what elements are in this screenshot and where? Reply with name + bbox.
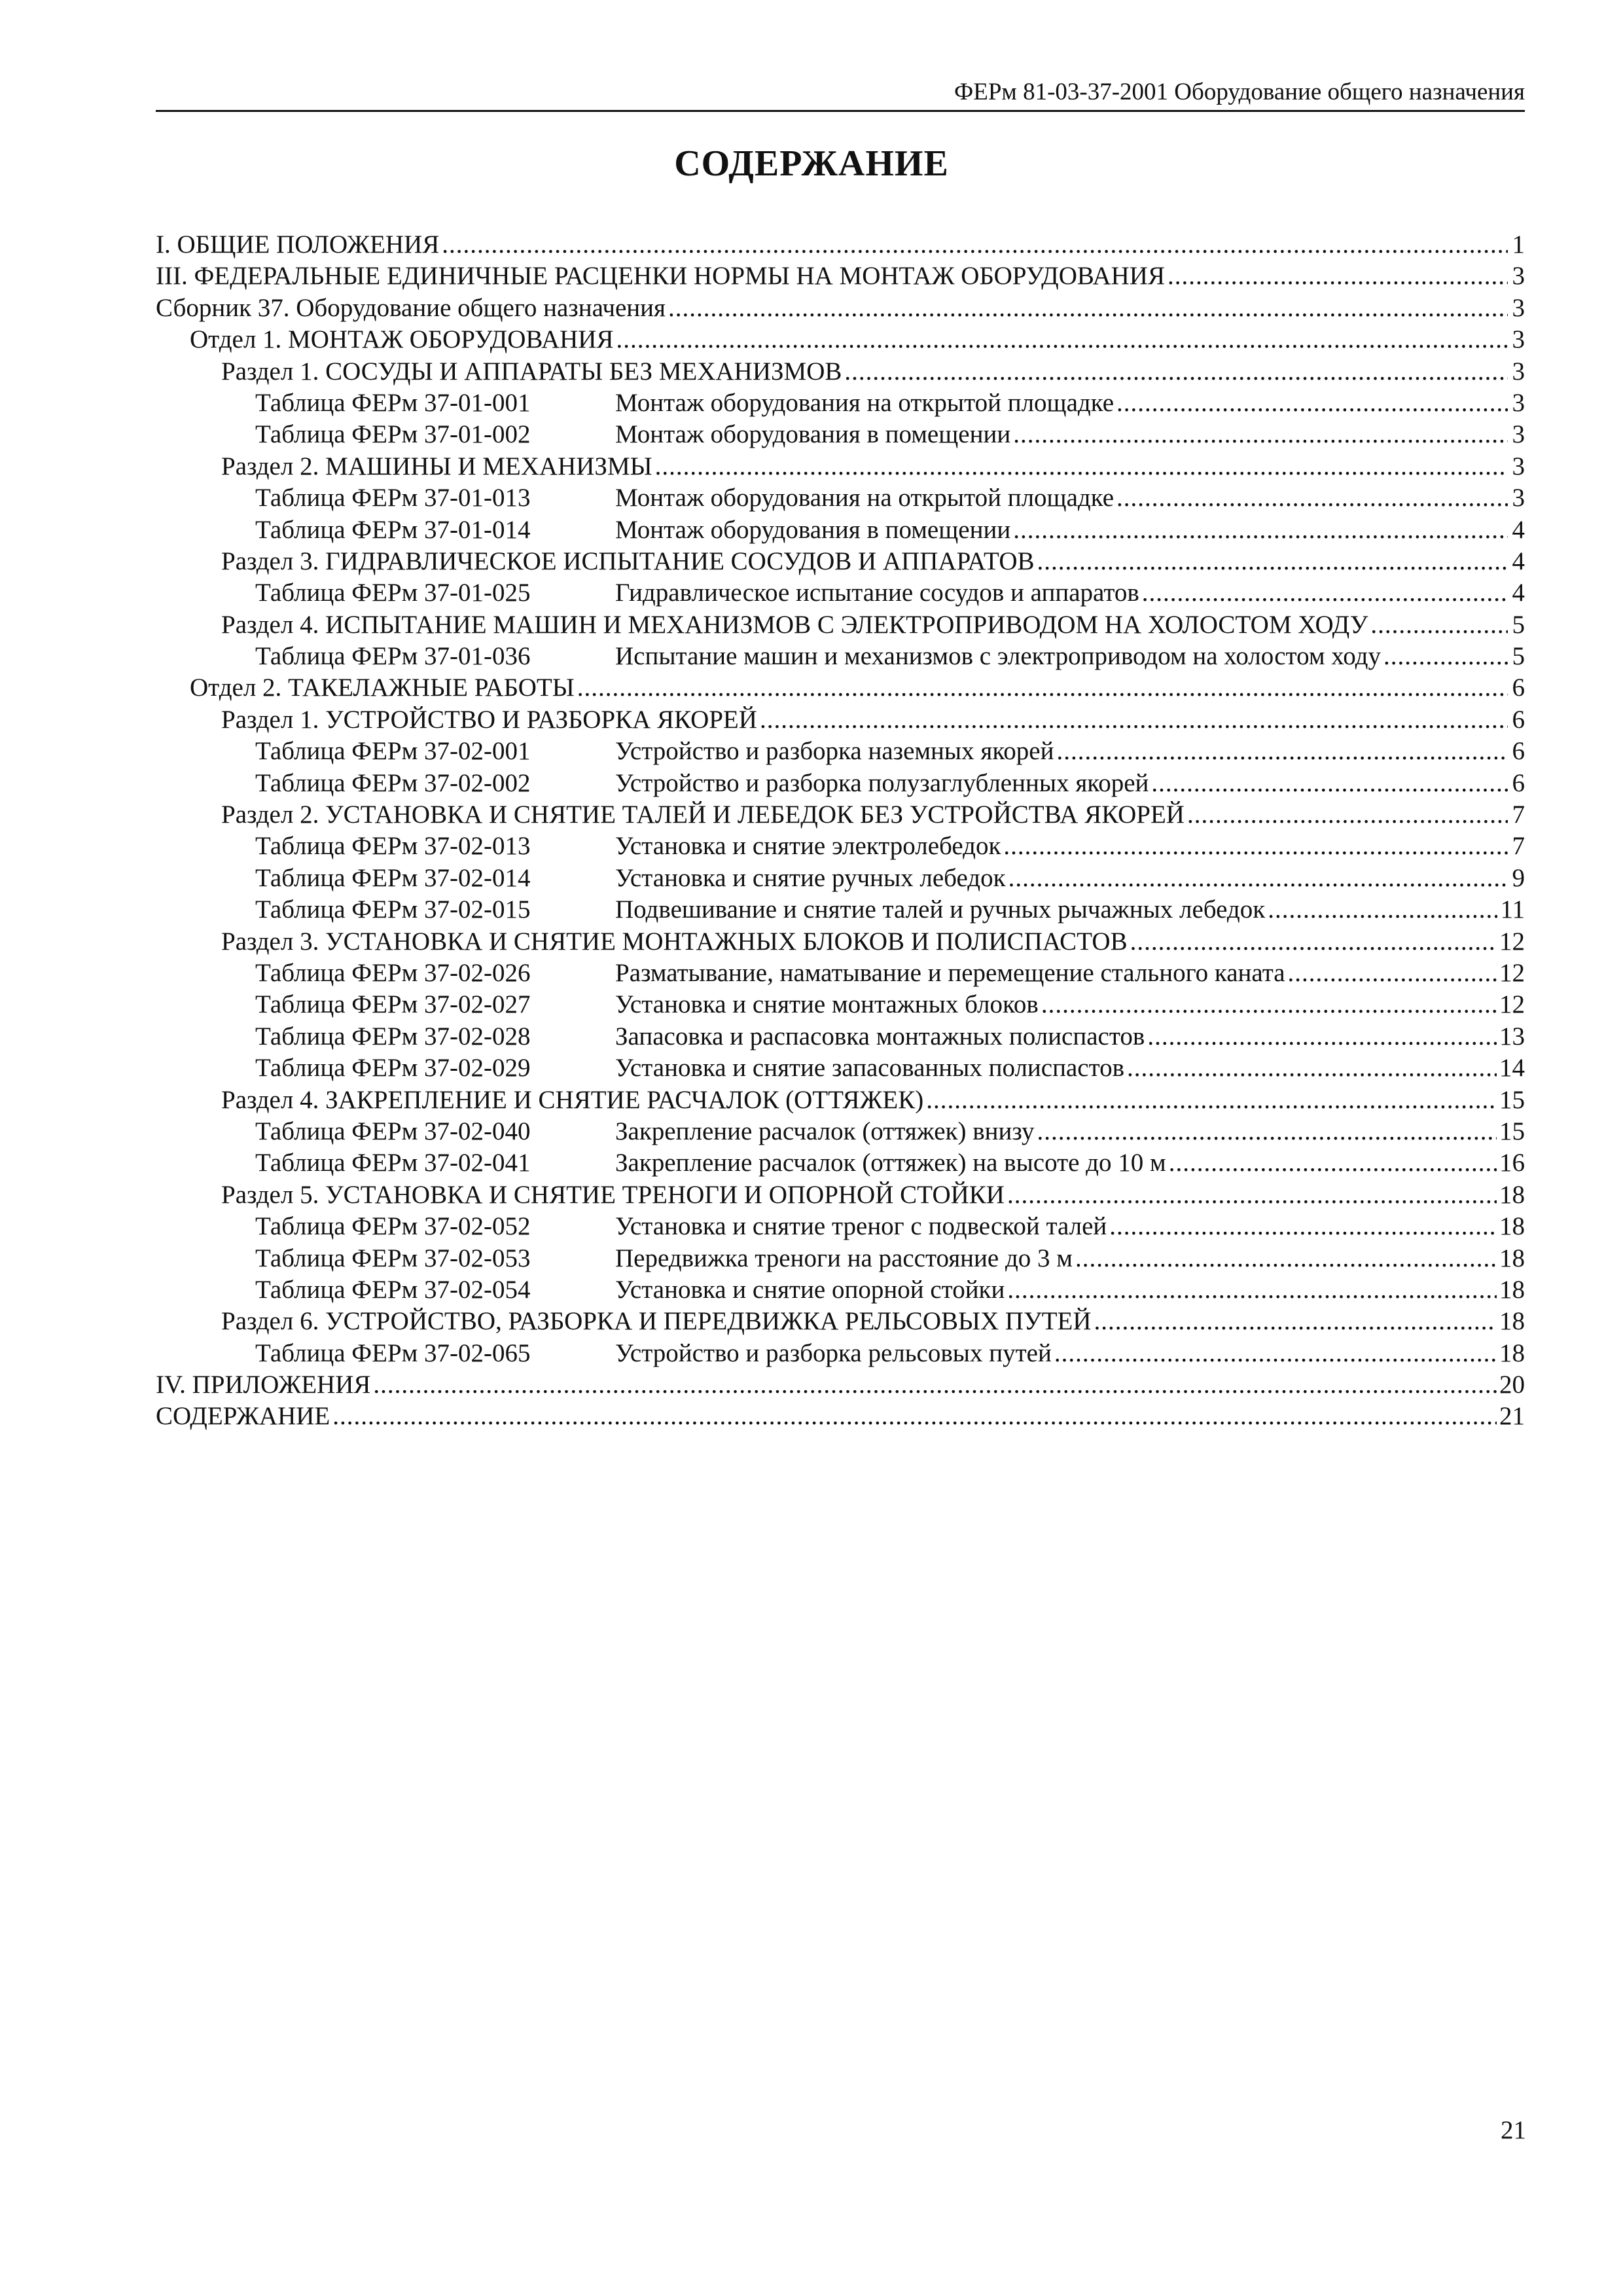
toc-entry[interactable] [156,958,1525,989]
toc-entry-page: 3 [1512,293,1525,322]
toc-entry-label: Раздел 2. УСТАНОВКА И СНЯТИЕ ТАЛЕЙ И ЛЕБЕДОК БЕЗ УСТРОЙСТВА ЯКОРЕЙ [221,800,1185,829]
toc-entry-label: Устройство и разборка рельсовых путей [615,1338,1052,1367]
toc-entry-page: 12 [1499,990,1525,1019]
toc-entry-page: 3 [1512,325,1525,354]
toc-entry-code: Таблица ФЕРм 37-02-026 [255,958,531,987]
dot-leader [1056,736,1508,767]
toc-entry-code: Таблица ФЕРм 37-01-002 [255,420,531,449]
toc-entry-page: 4 [1512,515,1525,544]
toc-entry-page: 4 [1512,547,1525,575]
toc-entry-page: 3 [1512,262,1525,291]
toc-entry-label: Установка и снятие электролебедок [615,832,1001,861]
toc-entry[interactable] [156,229,1525,260]
toc-entry-page: 16 [1499,1149,1525,1177]
dot-leader [1127,1052,1497,1084]
toc-entry-label: Раздел 1. СОСУДЫ И АППАРАТЫ БЕЗ МЕХАНИЗМОВ [221,357,842,386]
dot-leader [844,356,1508,387]
toc-entry-label: Закрепление расчалок (оттяжек) внизу [615,1117,1035,1145]
toc-entry[interactable] [156,514,1525,546]
toc-entry-code: Таблица ФЕРм 37-01-025 [255,579,531,607]
toc-entry-label: Монтаж оборудования на открытой площадке [615,388,1115,417]
dot-leader [1288,958,1497,989]
toc-entry-code: Таблица ФЕРм 37-02-014 [255,863,531,892]
toc-entry-label: Монтаж оборудования на открытой площадке [615,484,1115,512]
toc-entry-code: Таблица ФЕРм 37-01-013 [255,484,531,512]
toc-entry[interactable] [156,260,1525,292]
toc-entry[interactable] [156,356,1525,387]
toc-entry[interactable] [156,989,1525,1020]
toc-entry-code: Таблица ФЕРм 37-01-036 [255,642,531,671]
dot-leader [616,324,1508,355]
toc-entry-page: 18 [1499,1212,1525,1241]
toc-entry-page: 6 [1512,705,1525,734]
toc-entry-label: Разматывание, наматывание и перемещение стального каната [615,958,1285,987]
dot-leader [1054,1338,1497,1369]
toc-entry-code: Таблица ФЕРм 37-02-015 [255,895,531,924]
dot-leader [332,1401,1497,1432]
header-title: ФЕРм 81-03-37-2001 Оборудование общего назначения [954,79,1525,105]
toc-entry-page: 15 [1499,1085,1525,1114]
toc-entry[interactable] [156,863,1525,894]
dot-leader [1007,1179,1497,1211]
toc-entry-label: СОДЕРЖАНИЕ [156,1402,330,1431]
dot-leader [1370,609,1508,641]
toc-entry[interactable] [156,1116,1525,1147]
toc-entry-label: Сборник 37. Оборудование общего назначения [156,293,666,322]
toc-entry[interactable] [156,387,1525,419]
dot-leader [1013,514,1508,546]
dot-leader [1147,1021,1497,1052]
dot-leader [442,229,1508,260]
dot-leader [1130,926,1497,958]
toc-entry-code: Таблица ФЕРм 37-02-027 [255,990,531,1019]
toc-entry[interactable] [156,799,1525,831]
dot-leader [1151,768,1508,799]
toc-entry-page: 3 [1512,357,1525,386]
toc-entry-label: Установка и снятие опорной стойки [615,1275,1005,1304]
toc-entry-page: 14 [1499,1054,1525,1083]
toc-entry[interactable] [156,451,1525,482]
toc-entry-label: Раздел 6. УСТРОЙСТВО, РАЗБОРКА И ПЕРЕДВИЖКА РЕЛЬСОВЫХ ПУТЕЙ [221,1307,1092,1336]
dot-leader [373,1369,1497,1401]
page-title: СОДЕРЖАНИЕ [674,143,949,184]
dot-leader [1383,641,1508,672]
toc-entry-page: 9 [1512,863,1525,892]
toc-entry-label: Гидравлическое испытание сосудов и аппаратов [615,579,1139,607]
toc-entry-label: Раздел 4. ЗАКРЕПЛЕНИЕ И СНЯТИЕ РАСЧАЛОК (ОТТЯЖЕК) [221,1085,924,1114]
toc-entry[interactable] [156,1243,1525,1274]
toc-entry[interactable] [156,1052,1525,1084]
toc-entry-label: Установка и снятие запасованных полиспастов [615,1054,1125,1083]
toc-entry[interactable] [156,831,1525,862]
toc-entry[interactable] [156,419,1525,450]
dot-leader [1109,1211,1497,1242]
toc-entry[interactable] [156,609,1525,641]
dot-leader [1142,577,1508,609]
toc-entry[interactable] [156,482,1525,514]
toc-entry[interactable] [156,1211,1525,1242]
page-number: 21 [1501,2116,1526,2144]
toc-entry[interactable] [156,641,1525,672]
toc-entry-label: Установка и снятие треног с подвеской талей [615,1212,1107,1241]
toc-entry-label: Устройство и разборка полузаглубленных якорей [615,768,1149,797]
running-header [156,71,1525,112]
toc-entry-page: 11 [1500,895,1525,924]
toc-entry[interactable] [156,324,1525,355]
toc-entry[interactable] [156,704,1525,736]
toc-entry-code: Таблица ФЕРм 37-02-013 [255,832,531,861]
dot-leader [1008,863,1508,894]
toc-entry-page: 4 [1512,579,1525,607]
toc-entry[interactable] [156,1147,1525,1179]
toc-entry-page: 1 [1512,230,1525,259]
toc-entry-code: Таблица ФЕРм 37-02-029 [255,1054,531,1083]
toc-entry[interactable] [156,577,1525,609]
toc-entry-label: Закрепление расчалок (оттяжек) на высоте до 10 м [615,1149,1166,1177]
toc-entry-code: Таблица ФЕРм 37-02-041 [255,1149,531,1177]
toc-entry-page: 5 [1512,610,1525,639]
toc-entry-code: Таблица ФЕРм 37-02-028 [255,1022,531,1050]
toc-entry[interactable] [156,768,1525,799]
toc-entry-label: III. ФЕДЕРАЛЬНЫЕ ЕДИНИЧНЫЕ РАСЦЕНКИ НОРМЫ НА МОНТАЖ ОБОРУДОВАНИЯ [156,262,1165,291]
toc-entry-label: Монтаж оборудования в помещении [615,515,1011,544]
toc-entry-label: Раздел 5. УСТАНОВКА И СНЯТИЕ ТРЕНОГИ И ОПОРНОЙ СТОЙКИ [221,1180,1005,1209]
toc-entry-page: 6 [1512,768,1525,797]
toc-entry-code: Таблица ФЕРм 37-01-014 [255,515,531,544]
table-of-contents [156,229,1525,1433]
dot-leader [1116,482,1508,514]
dot-leader [655,451,1508,482]
toc-entry-label: Раздел 3. ГИДРАВЛИЧЕСКОЕ ИСПЫТАНИЕ СОСУДОВ И АППАРАТОВ [221,547,1035,575]
toc-entry-page: 3 [1512,484,1525,512]
dot-leader [926,1085,1497,1116]
toc-entry-page: 5 [1512,642,1525,671]
toc-entry-label: Отдел 1. МОНТАЖ ОБОРУДОВАНИЯ [190,325,614,354]
toc-entry-page: 6 [1512,737,1525,766]
dot-leader [668,293,1508,324]
toc-entry-page: 18 [1499,1307,1525,1336]
toc-entry-label: Установка и снятие монтажных блоков [615,990,1039,1019]
toc-entry-label: Раздел 2. МАШИНЫ И МЕХАНИЗМЫ [221,452,652,480]
toc-entry-label: I. ОБЩИЕ ПОЛОЖЕНИЯ [156,230,440,259]
toc-entry-page: 3 [1512,388,1525,417]
dot-leader [1094,1306,1497,1337]
toc-entry-label: Монтаж оборудования в помещении [615,420,1011,449]
dot-leader [577,672,1508,704]
toc-entry-label: Отдел 2. ТАКЕЛАЖНЫЕ РАБОТЫ [190,673,575,702]
toc-entry-code: Таблица ФЕРм 37-01-001 [255,388,531,417]
toc-entry-label: IV. ПРИЛОЖЕНИЯ [156,1371,371,1399]
toc-entry[interactable] [156,1179,1525,1211]
toc-entry-label: Раздел 3. УСТАНОВКА И СНЯТИЕ МОНТАЖНЫХ БЛОКОВ И ПОЛИСПАСТОВ [221,927,1128,956]
toc-entry-label: Передвижка треноги на расстояние до 3 м [615,1244,1073,1272]
dot-leader [1037,1116,1497,1147]
toc-entry[interactable] [156,894,1525,925]
toc-entry[interactable] [156,736,1525,767]
toc-entry-label: Устройство и разборка наземных якорей [615,737,1054,766]
toc-entry-code: Таблица ФЕРм 37-02-053 [255,1244,531,1272]
toc-entry[interactable] [156,546,1525,577]
toc-entry-page: 20 [1499,1371,1525,1399]
dot-leader [1116,387,1508,419]
toc-entry[interactable] [156,672,1525,704]
toc-entry[interactable] [156,293,1525,324]
dot-leader [1007,1274,1497,1306]
toc-entry-code: Таблица ФЕРм 37-02-002 [255,768,531,797]
toc-entry[interactable] [156,1085,1525,1116]
toc-entry-page: 18 [1499,1180,1525,1209]
toc-entry-page: 3 [1512,420,1525,449]
toc-entry-label: Подвешивание и снятие талей и ручных рычажных лебедок [615,895,1266,924]
toc-entry[interactable] [156,1274,1525,1306]
toc-entry-page: 7 [1512,832,1525,861]
toc-entry-page: 18 [1499,1244,1525,1272]
toc-entry[interactable] [156,1338,1525,1369]
toc-entry-page: 7 [1512,800,1525,829]
toc-entry-label: Раздел 1. УСТРОЙСТВО И РАЗБОРКА ЯКОРЕЙ [221,705,757,734]
dot-leader [1041,989,1497,1020]
dot-leader [1168,260,1508,292]
toc-entry-page: 12 [1499,927,1525,956]
dot-leader [1013,419,1508,450]
toc-entry-page: 18 [1499,1275,1525,1304]
toc-entry[interactable] [156,1021,1525,1052]
toc-entry-label: Запасовка и распасовка монтажных полиспастов [615,1022,1145,1050]
toc-entry[interactable] [156,926,1525,958]
dot-leader [1187,799,1508,831]
toc-entry[interactable] [156,1401,1525,1432]
toc-entry-code: Таблица ФЕРм 37-02-052 [255,1212,531,1241]
toc-entry-code: Таблица ФЕРм 37-02-040 [255,1117,531,1145]
dot-leader [1169,1147,1497,1179]
toc-entry[interactable] [156,1306,1525,1337]
toc-entry-page: 6 [1512,673,1525,702]
dot-leader [760,704,1508,736]
toc-entry-code: Таблица ФЕРм 37-02-065 [255,1338,531,1367]
toc-entry-page: 18 [1499,1338,1525,1367]
toc-entry-code: Таблица ФЕРм 37-02-054 [255,1275,531,1304]
dot-leader [1075,1243,1497,1274]
dot-leader [1268,894,1497,925]
toc-entry-label: Раздел 4. ИСПЫТАНИЕ МАШИН И МЕХАНИЗМОВ С ЭЛЕКТРОПРИВОДОМ НА ХОЛОСТОМ ХОДУ [221,610,1368,639]
toc-entry-page: 21 [1499,1402,1525,1431]
toc-entry-label: Установка и снятие ручных лебедок [615,863,1006,892]
toc-entry-code: Таблица ФЕРм 37-02-001 [255,737,531,766]
toc-entry-page: 13 [1499,1022,1525,1050]
toc-entry-page: 12 [1499,958,1525,987]
toc-entry-page: 3 [1512,452,1525,480]
toc-entry-page: 15 [1499,1117,1525,1145]
dot-leader [1003,831,1508,862]
toc-entry-label: Испытание машин и механизмов с электроприводом на холостом ходу [615,642,1381,671]
toc-entry[interactable] [156,1369,1525,1401]
dot-leader [1037,546,1508,577]
